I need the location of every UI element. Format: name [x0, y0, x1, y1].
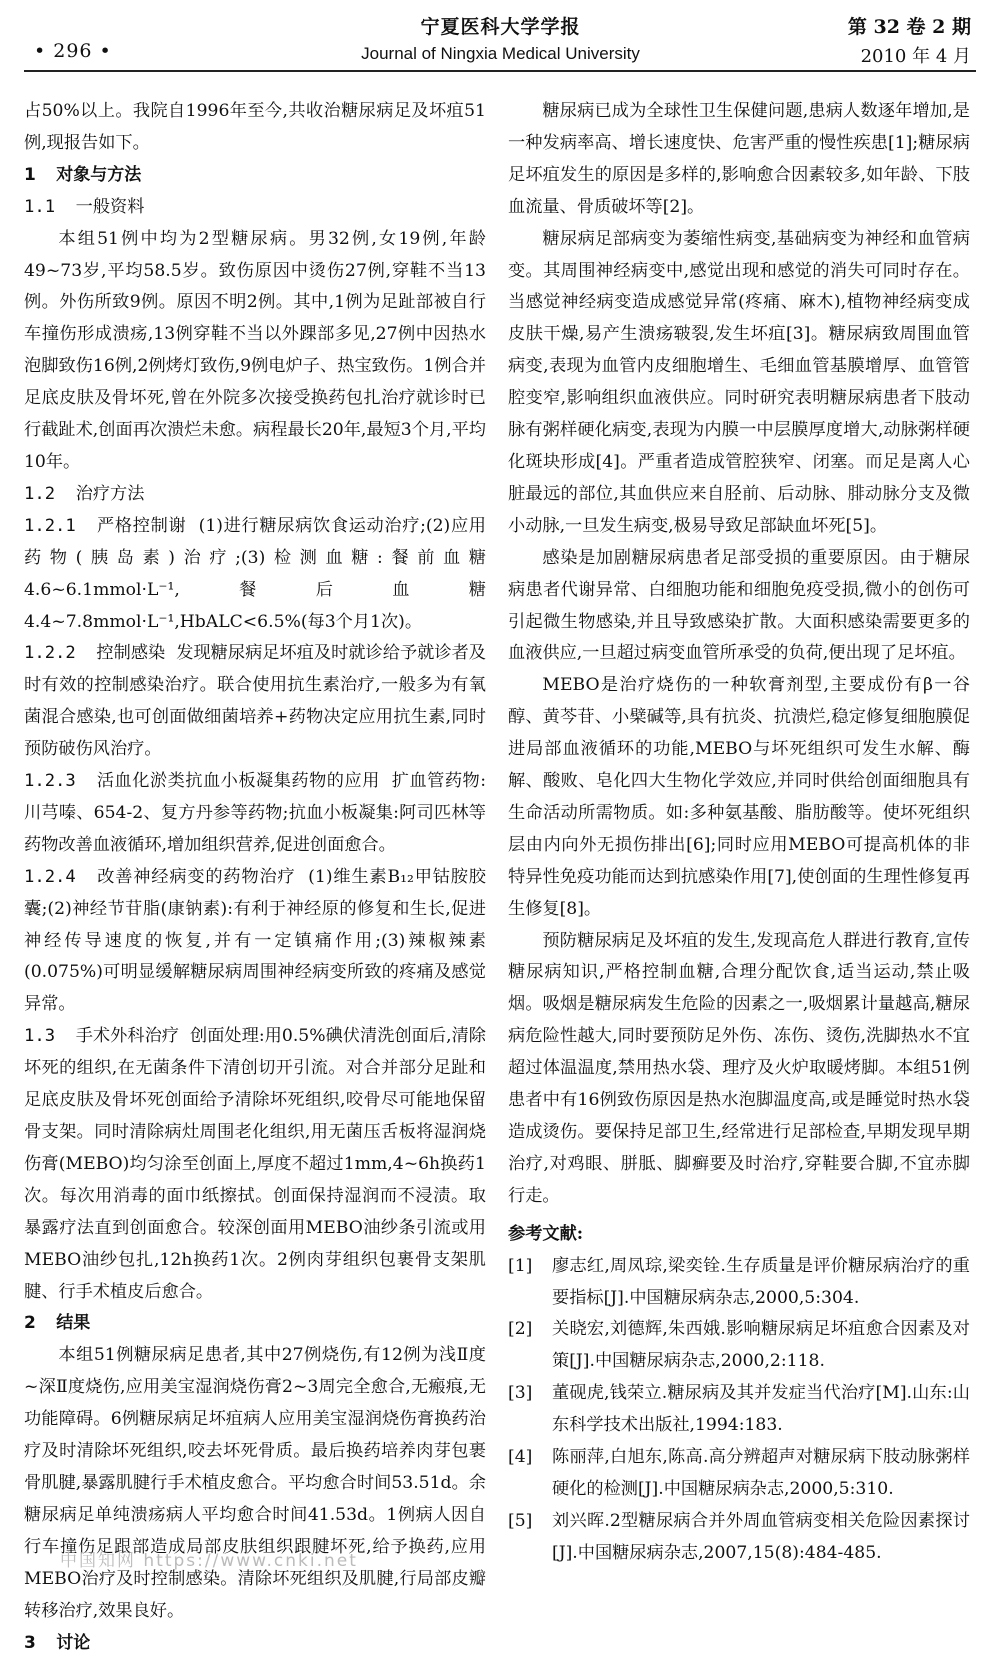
page-header [0, 0, 1001, 72]
header-rule [24, 70, 976, 72]
journal-title-en: Journal of Ningxia Medical University [0, 44, 1001, 64]
intro-continued: 占50%以上。我院自1996年至今,共收治糖尿病足及坏疽51例,现报告如下。 [24, 96, 486, 160]
issue-date: 2010 年 4 月 [861, 42, 971, 68]
paragraph: 糖尿病足部病变为萎缩性病变,基础病变为神经和血管病变。其周围神经病变中,感觉出现和感觉的消失可同时存在。当感觉神经病变造成感觉异常(疼痛、麻木),植物神经病变成皮肤干燥,易产生溃疡皲裂,发生坏疽[3]。糖尿病致周围血管病变,表现为血管内皮细胞增生、毛细血管基膜增厚、血管管腔变窄,影响组织血液供应。同时研究表明糖尿病患者下肢动脉有粥样硬化病变,表现为内膜一中层膜厚度增大,动脉粥样硬化斑块形成[4]。严重者造成管腔狭窄、闭塞。而足是离人心脏最远的部位,其血供应来自胫前、后动脉、腓动脉分支及微小动脉,一旦发生病变,极易导致足部缺血坏死[5]。 [508, 224, 970, 543]
section-heading: 2 结果 [24, 1308, 486, 1340]
paragraph: 糖尿病已成为全球性卫生保健问题,患病人数逐年增加,是一种发病率高、增长速度快、危害严重的慢性疾患[1];糖尿病足坏疽发生的原因是多样的,影响愈合因素较多,如年龄、下肢血流量、骨质破坏等[2]。 [508, 96, 970, 224]
paragraph: 1.2.1 严格控制谢 (1)进行糖尿病饮食运动治疗;(2)应用药物(胰岛素)治疗;(3)检测血糖:餐前血糖4.6~6.1mmol·L⁻¹,餐后血糖4.4~7.8mmol·L⁻¹,HbALC<6.5%(每3个月1次)。 [24, 511, 486, 639]
section-heading: 3 讨论 [24, 1628, 486, 1659]
paragraph: MEBO是治疗烧伤的一种软膏剂型,主要成份有β一谷醇、黄芩苷、小檗碱等,具有抗炎、抗溃烂,稳定修复细胞膜促进局部血液循环的功能,MEBO与坏死组织可发生水解、酶解、酸败、皂化四大生物化学效应,并同时供给创面细胞具有生命活动所需物质。如:多种氨基酸、脂肪酸等。使坏死组织层由内向外无损伤排出[6];同时应用MEBO可提高机体的非特异性免疫功能而达到抗感染作用[7],使创面的生理性修复再生修复[8]。 [508, 670, 970, 925]
reference-item: [3] 董砚虎,钱荣立.糖尿病及其并发症当代治疗[M].山东:山东科学技术出版社,1994:183. [508, 1378, 970, 1442]
reference-item: [4] 陈丽萍,白旭东,陈高.高分辨超声对糖尿病下肢动脉粥样硬化的检测[J].中国糖尿病杂志,2000,5:310. [508, 1442, 970, 1506]
paragraph: 本组51例中均为2型糖尿病。男32例,女19例,年龄49~73岁,平均58.5岁。致伤原因中烫伤27例,穿鞋不当13例。外伤所致9例。原因不明2例。其中,1例为足趾部被自行车撞伤形成溃疡,13例穿鞋不当以外踝部多见,27例中因热水泡脚致伤16例,2例烤灯致伤,9例电炉子、热宝致伤。1例合并足底皮肤及骨坏死,曾在外院多次接受换药包扎治疗就诊时已行截趾术,创面再次溃烂未愈。病程最长20年,最短3个月,平均10年。 [24, 224, 486, 479]
paragraph: 1.3 手术外科治疗 创面处理:用0.5%碘伏清洗创面后,清除坏死的组织,在无菌条件下清创切开引流。对合并部分足趾和足底皮肤及骨坏死创面给予清除坏死组织,咬骨尽可能地保留骨支架。同时清除病灶周围老化组织,用无菌压舌板将湿润烧伤膏(MEBO)均匀涂至创面上,厚度不超过1mm,4~6h换药1次。每次用消毒的面巾纸擦拭。创面保持湿润而不浸渍。取暴露疗法直到创面愈合。较深创面用MEBO油纱条引流或用MEBO油纱包扎,12h换药1次。2例肉芽组织包裹骨支架肌腱、行手术植皮后愈合。 [24, 1021, 486, 1308]
references-heading: 参考文献: [508, 1219, 970, 1251]
subsection-heading: 1.2 治疗方法 [24, 479, 486, 511]
paragraph: 1.2.2 控制感染 发现糖尿病足坏疽及时就诊给予就诊者及时有效的控制感染治疗。联合使用抗生素治疗,一般多为有氧菌混合感染,也可创面做细菌培养+药物决定应用抗生素,同时预防破伤风治疗。 [24, 638, 486, 766]
reference-item: [2] 关晓宏,刘德辉,朱西娥.影响糖尿病足坏疽愈合因素及对策[J].中国糖尿病杂志,2000,2:118. [508, 1314, 970, 1378]
paragraph: 预防糖尿病足及坏疽的发生,发现高危人群进行教育,宣传糖尿病知识,严格控制血糖,合理分配饮食,适当运动,禁止吸烟。吸烟是糖尿病发生危险的因素之一,吸烟累计量越高,糖尿病危险性越大,同时要预防足外伤、冻伤、烫伤,洗脚热水不宜超过体温温度,禁用热水袋、理疗及火炉取暖烤脚。本组51例患者中有16例致伤原因是热水泡脚温度高,或是睡觉时热水袋造成烫伤。要保持足部卫生,经常进行足部检查,早期发现早期治疗,对鸡眼、胼胝、脚癣要及时治疗,穿鞋要合脚,不宜赤脚行走。 [508, 926, 970, 1213]
left-column [24, 96, 486, 1571]
right-column [508, 96, 970, 1571]
reference-item: [5] 刘兴晖.2型糖尿病合并外周血管病变相关危险因素探讨[J].中国糖尿病杂志,2007,15(8):484-485. [508, 1506, 970, 1570]
paragraph: 感染是加剧糖尿病患者足部受损的重要原因。由于糖尿病患者代谢异常、白细胞功能和细胞免疫受损,微小的创伤可引起微生物感染,并且导致感染扩散。大面积感染需要更多的血液供应,一旦超过病变血管所承受的负荷,便出现了足坏疽。 [508, 543, 970, 671]
paragraph: 本组51例糖尿病足患者,其中27例烧伤,有12例为浅Ⅱ度~深Ⅱ度烧伤,应用美宝湿润烧伤膏2~3周完全愈合,无瘢痕,无功能障碍。6例糖尿病足坏疽病人应用美宝湿润烧伤膏换药治疗及时清除坏死组织,咬去坏死骨质。最后换药培养肉芽包裹骨肌腱,暴露肌腱行手术植皮愈合。平均愈合时间53.51d。余糖尿病足单纯溃疡病人平均愈合时间41.53d。1例病人因自行车撞伤足跟部造成局部皮肤组织跟腱坏死,给予换药,应用MEBO治疗及时控制感染。清除坏死组织及肌腱,行局部皮瓣转移治疗,效果良好。 [24, 1340, 486, 1627]
journal-title-cn: 宁夏医科大学学报 [0, 12, 1001, 39]
page-number: • 296 • [34, 40, 112, 62]
reference-item: [1] 廖志红,周凤琮,梁奕铨.生存质量是评价糖尿病治疗的重要指标[J].中国糖尿病杂志,2000,5:304. [508, 1251, 970, 1315]
subsection-heading: 1.1 一般资料 [24, 192, 486, 224]
section-heading: 1 对象与方法 [24, 160, 486, 192]
paragraph: 1.2.4 改善神经病变的药物治疗 (1)维生素B₁₂甲钴胺胶囊;(2)神经节苷脂(康钠素):有利于神经原的修复和生长,促进神经传导速度的恢复,并有一定镇痛作用;(3)辣椒辣素(0.075%)可明显缓解糖尿病周围神经病变所致的疼痛及感觉异常。 [24, 862, 486, 1022]
paragraph: 1.2.3 活血化淤类抗血小板凝集药物的应用 扩血管药物:川芎嗪、654-2、复方丹参等药物;抗血小板凝集:阿司匹林等药物改善血液循环,增加组织营养,促进创面愈合。 [24, 766, 486, 862]
volume-issue: 第 32 卷 2 期 [848, 12, 971, 39]
watermark: 中国知网 https://www.cnki.net [60, 1546, 358, 1571]
